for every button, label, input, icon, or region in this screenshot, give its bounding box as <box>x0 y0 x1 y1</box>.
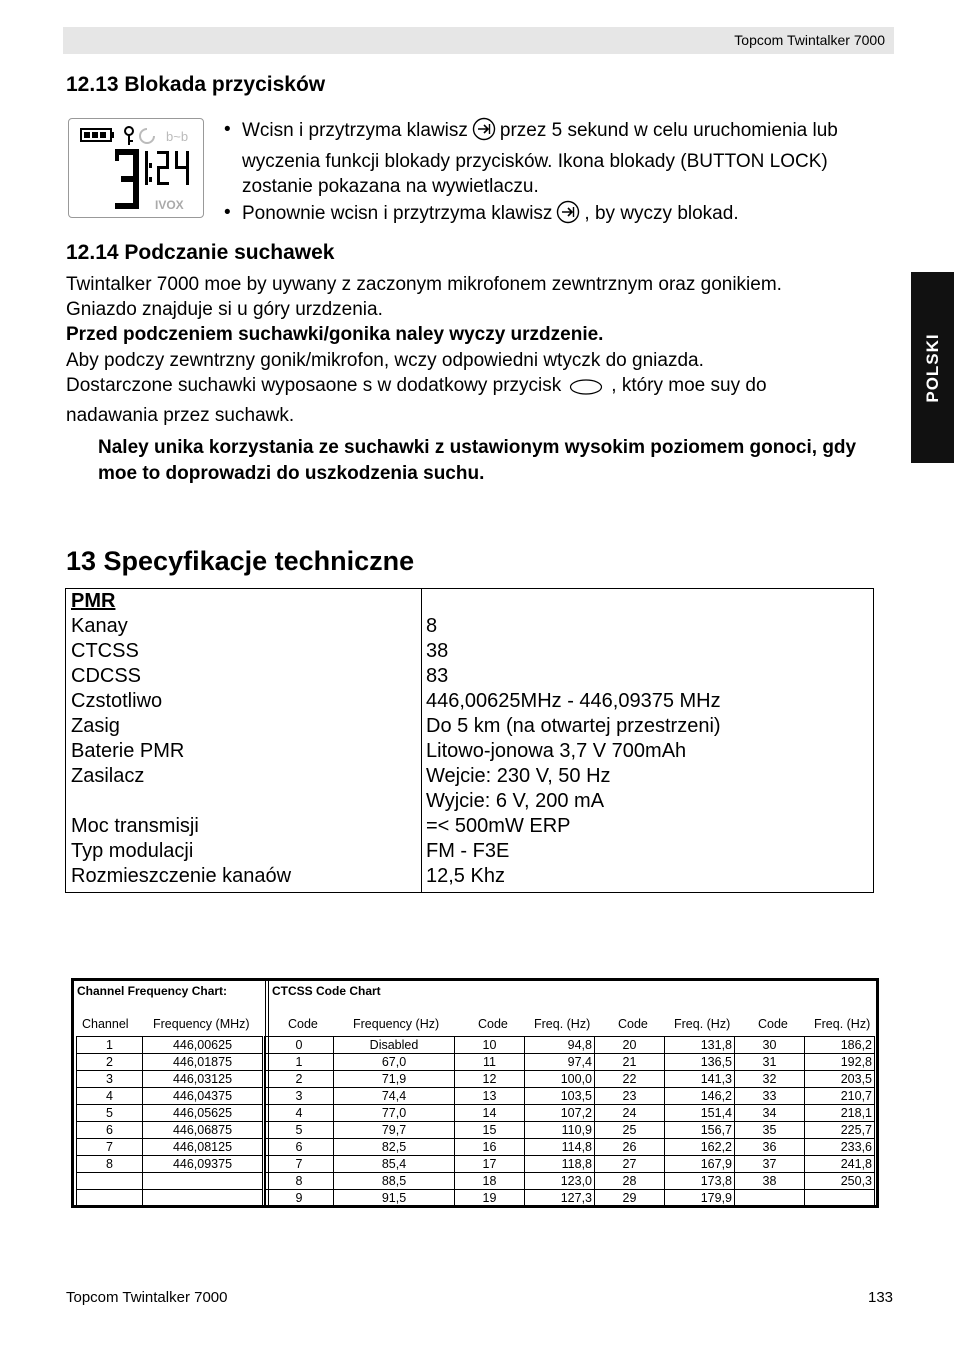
freq-column-header: Code <box>618 1017 648 1031</box>
spec-value: FM - F3E <box>426 840 510 862</box>
channel-chart-title: Channel Frequency Chart: <box>77 984 228 998</box>
table-cell: 7 <box>77 1139 143 1156</box>
table-cell: 3 <box>264 1088 334 1105</box>
table-cell: 27 <box>595 1156 665 1173</box>
table-cell: 23 <box>595 1088 665 1105</box>
table-cell: 22 <box>595 1071 665 1088</box>
table-cell: 110,9 <box>525 1122 595 1139</box>
table-cell <box>77 1173 143 1190</box>
para-line: nadawania przez suchawk. <box>66 405 295 427</box>
table-cell: 32 <box>735 1071 805 1088</box>
spec-values <box>426 589 721 889</box>
table-row <box>77 1054 875 1071</box>
spec-value: Wejcie: 230 V, 50 Hz <box>426 765 611 787</box>
table-cell: 85,4 <box>334 1156 455 1173</box>
table-cell: 19 <box>455 1190 525 1207</box>
para-line: Twintalker 7000 moe by uywany z zaczonym mikrofonem zewntrznym oraz gonikiem. <box>66 274 782 295</box>
table-cell: 8 <box>264 1173 334 1190</box>
table-cell: 203,5 <box>805 1071 875 1088</box>
table-cell: 7 <box>264 1156 334 1173</box>
spec-value: 8 <box>426 615 438 637</box>
spec-value: 38 <box>426 640 449 662</box>
table-cell: 94,8 <box>525 1037 595 1054</box>
table-cell: 74,4 <box>334 1088 455 1105</box>
table-cell: 30 <box>735 1037 805 1054</box>
table-cell: 13 <box>455 1088 525 1105</box>
table-cell: 250,3 <box>805 1173 875 1190</box>
table-cell: 114,8 <box>525 1139 595 1156</box>
table-cell: 79,7 <box>334 1122 455 1139</box>
freq-table <box>76 1036 875 1207</box>
key-lock-icon <box>125 127 133 145</box>
table-row <box>77 1071 875 1088</box>
table-cell: 5 <box>264 1122 334 1139</box>
table-cell: 35 <box>735 1122 805 1139</box>
ctcss-chart-title: CTCSS Code Chart <box>272 984 381 998</box>
table-cell: 4 <box>77 1088 143 1105</box>
spec-labels <box>71 589 291 889</box>
page-header <box>63 27 894 54</box>
battery-icon <box>81 129 114 141</box>
table-cell: 21 <box>595 1054 665 1071</box>
table-cell: 91,5 <box>334 1190 455 1207</box>
table-cell: 192,8 <box>805 1054 875 1071</box>
table-cell: 6 <box>264 1139 334 1156</box>
table-cell: 446,08125 <box>143 1139 264 1156</box>
table-cell: 107,2 <box>525 1105 595 1122</box>
table-cell: 33 <box>735 1088 805 1105</box>
table-cell: 38 <box>735 1173 805 1190</box>
table-row <box>77 1190 875 1207</box>
spec-label <box>71 789 291 814</box>
table-cell: 123,0 <box>525 1173 595 1190</box>
table-cell: 15 <box>455 1122 525 1139</box>
table-cell: 71,9 <box>334 1071 455 1088</box>
para-line-bold: Przed podczeniem suchawki/gonika naley wyczy urzdzenie. <box>66 324 604 346</box>
scan-icon <box>140 129 154 143</box>
table-row <box>77 1105 875 1122</box>
para-line: Aby podczy zewntrzny gonik/mikrofon, wczy odpowiedni wtyczk do gniazda. <box>66 349 704 371</box>
freq-column-header: Code <box>288 1017 318 1031</box>
spec-label: Moc transmisji <box>71 815 199 837</box>
spec-label: Zasilacz <box>71 765 145 787</box>
table-cell: 103,5 <box>525 1088 595 1105</box>
freq-column-header: Channel <box>82 1017 129 1031</box>
section-12-14-heading: 12.14 Podczanie suchawek <box>66 241 335 264</box>
table-cell: 218,1 <box>805 1105 875 1122</box>
table-cell: 141,3 <box>665 1071 735 1088</box>
table-cell: 1 <box>77 1037 143 1054</box>
table-cell: 162,2 <box>665 1139 735 1156</box>
table-cell: 118,8 <box>525 1156 595 1173</box>
table-cell: 9 <box>264 1190 334 1207</box>
table-cell <box>77 1190 143 1207</box>
table-cell: 100,0 <box>525 1071 595 1088</box>
spec-value: Wyjcie: 6 V, 200 mA <box>426 790 605 812</box>
footer-title: Topcom Twintalker 7000 <box>66 1289 228 1306</box>
table-cell: 2 <box>264 1071 334 1088</box>
table-cell: 28 <box>595 1173 665 1190</box>
table-cell: 210,7 <box>805 1088 875 1105</box>
table-cell <box>735 1190 805 1207</box>
table-cell: 24 <box>595 1105 665 1122</box>
headset-paragraph <box>66 272 886 428</box>
table-cell: 173,8 <box>665 1173 735 1190</box>
table-row <box>77 1156 875 1173</box>
table-cell: 67,0 <box>334 1054 455 1071</box>
spec-value: 446,00625MHz - 446,09375 MHz <box>426 690 721 712</box>
table-cell: 151,4 <box>665 1105 735 1122</box>
table-cell: 36 <box>735 1139 805 1156</box>
spec-label: Czstotliwo <box>71 690 163 712</box>
table-cell: 446,03125 <box>143 1071 264 1088</box>
table-row <box>77 1139 875 1156</box>
table-cell: 31 <box>735 1054 805 1071</box>
header-title: Topcom Twintalker 7000 <box>734 32 885 48</box>
page-number: 133 <box>868 1289 894 1306</box>
lcd-display-graphic <box>69 119 203 217</box>
table-cell: 4 <box>264 1105 334 1122</box>
table-cell: 241,8 <box>805 1156 875 1173</box>
spec-label: Rozmieszczenie kanaów <box>71 865 292 887</box>
spec-label: Baterie PMR <box>71 740 185 762</box>
specification-table <box>65 588 874 893</box>
table-cell: 97,4 <box>525 1054 595 1071</box>
table-cell: 225,7 <box>805 1122 875 1139</box>
table-cell: 11 <box>455 1054 525 1071</box>
key-lock-instructions <box>224 117 896 231</box>
freq-column-header: Freq. (Hz) <box>814 1017 871 1031</box>
table-cell: 0 <box>264 1037 334 1054</box>
spec-label: CDCSS <box>71 665 142 687</box>
freq-column-header: Code <box>478 1017 508 1031</box>
ptt-button-icon <box>569 378 603 403</box>
table-cell: 18 <box>455 1173 525 1190</box>
table-cell: 156,7 <box>665 1122 735 1139</box>
table-cell: 446,06875 <box>143 1122 264 1139</box>
table-cell: 146,2 <box>665 1088 735 1105</box>
spec-value: Litowo-jonowa 3,7 V 700mAh <box>426 740 687 762</box>
spec-value: Do 5 km (na otwartej przestrzeni) <box>426 715 721 737</box>
hearing-warning: Naley unika korzystania ze suchawki z ustawionym wysokim poziomem gonoci, gdy moe to doprowadzi do uszkodzenia suchu. <box>98 437 857 484</box>
bullet-item: • Ponownie wcisn i przytrzyma klawisz , by wyczy blokad. <box>224 200 896 232</box>
table-cell: 5 <box>77 1105 143 1122</box>
spec-value: 12,5 Khz <box>426 865 505 887</box>
table-cell: 167,9 <box>665 1156 735 1173</box>
table-cell: 233,6 <box>805 1139 875 1156</box>
para-line: Dostarczone suchawki wyposaone s w dodatkowy przycisk , który moe suy do <box>66 373 886 403</box>
freq-column-header: Code <box>758 1017 788 1031</box>
table-cell: 10 <box>455 1037 525 1054</box>
table-cell: 37 <box>735 1156 805 1173</box>
table-cell: 25 <box>595 1122 665 1139</box>
table-cell: 131,8 <box>665 1037 735 1054</box>
table-cell: 17 <box>455 1156 525 1173</box>
table-cell: 8 <box>77 1156 143 1173</box>
table-cell: 179,9 <box>665 1190 735 1207</box>
signal-icon: b~b <box>166 129 189 144</box>
table-cell: 446,00625 <box>143 1037 264 1054</box>
table-cell: 446,09375 <box>143 1156 264 1173</box>
lock-key-icon <box>472 117 496 149</box>
lock-key-icon <box>556 200 580 232</box>
table-cell: 16 <box>455 1139 525 1156</box>
table-cell: 446,01875 <box>143 1054 264 1071</box>
spec-label: Typ modulacji <box>71 840 194 862</box>
bullet-item: • Wcisn i przytrzyma klawisz przez 5 sekund w celu uruchomienia lub wyczenia funkcji blokady przycisków. Ikona blokady (BUTTON LOCK) zostanie pokazana na wywietlaczu. <box>224 117 896 200</box>
table-cell <box>805 1190 875 1207</box>
table-cell: 6 <box>77 1122 143 1139</box>
spec-value: 83 <box>426 665 449 687</box>
spec-label: Zasig <box>71 715 120 737</box>
spec-value <box>426 589 721 614</box>
table-row <box>77 1037 875 1054</box>
table-cell: 3 <box>77 1071 143 1088</box>
table-cell: 82,5 <box>334 1139 455 1156</box>
freq-column-header: Freq. (Hz) <box>674 1017 731 1031</box>
table-row <box>77 1088 875 1105</box>
table-cell: 34 <box>735 1105 805 1122</box>
table-cell: 29 <box>595 1190 665 1207</box>
freq-column-header: Frequency (MHz) <box>153 1017 250 1031</box>
spec-value: =< 500mW ERP <box>426 815 571 837</box>
spec-label: PMR <box>71 590 116 612</box>
table-cell <box>143 1190 264 1207</box>
spec-label: CTCSS <box>71 640 139 662</box>
table-cell: 88,5 <box>334 1173 455 1190</box>
language-tab <box>911 272 954 463</box>
table-cell: 136,5 <box>665 1054 735 1071</box>
lcd-display-illustration <box>68 118 204 218</box>
table-row <box>77 1173 875 1190</box>
table-row <box>77 1122 875 1139</box>
table-cell: 1 <box>264 1054 334 1071</box>
table-cell: 14 <box>455 1105 525 1122</box>
para-line: Gniazdo znajduje si u góry urzdzenia. <box>66 299 383 321</box>
freq-column-header: Frequency (Hz) <box>353 1017 440 1031</box>
table-cell: 186,2 <box>805 1037 875 1054</box>
language-tab-label: POLSKI <box>922 332 942 403</box>
table-cell: 127,3 <box>525 1190 595 1207</box>
section-13-heading: 13 Specyfikacje techniczne <box>66 546 415 576</box>
table-cell: 20 <box>595 1037 665 1054</box>
table-cell: 26 <box>595 1139 665 1156</box>
table-cell <box>143 1173 264 1190</box>
frequency-chart <box>71 978 879 1208</box>
section-12-13-heading: 12.13 Blokada przycisków <box>66 73 326 96</box>
big-digit <box>115 149 139 209</box>
spec-label: Kanay <box>71 615 128 637</box>
table-cell: 446,05625 <box>143 1105 264 1122</box>
freq-column-header: Freq. (Hz) <box>534 1017 591 1031</box>
table-cell: 446,04375 <box>143 1088 264 1105</box>
table-cell: 12 <box>455 1071 525 1088</box>
vox-indicator: IVOX <box>155 198 184 212</box>
table-cell: 2 <box>77 1054 143 1071</box>
table-cell: 77,0 <box>334 1105 455 1122</box>
table-cell: Disabled <box>334 1037 455 1054</box>
